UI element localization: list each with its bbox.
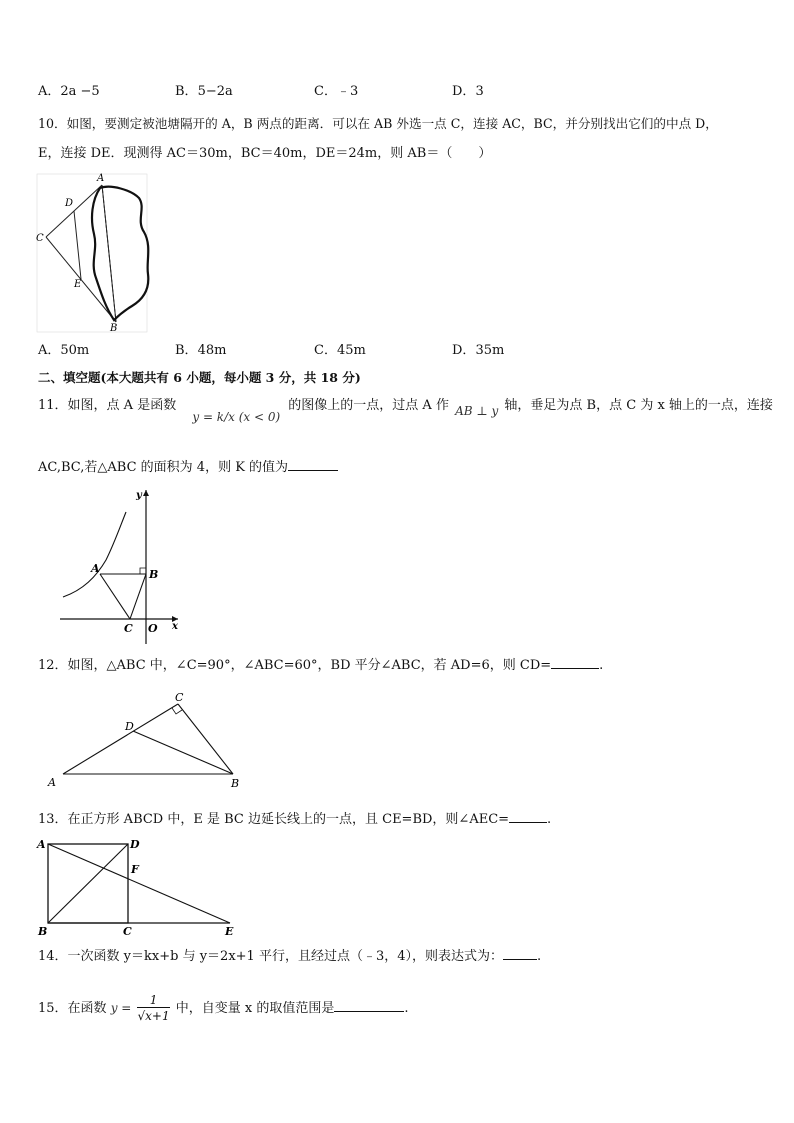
q9-option-b: B．5−2a — [175, 84, 233, 99]
label-d: D — [125, 720, 134, 733]
label-e: E — [74, 279, 82, 290]
q9-option-c: C．﹣3 — [314, 84, 359, 99]
label-a: A — [91, 562, 100, 575]
label-c: C — [175, 691, 184, 704]
q11-graph-figure — [58, 482, 188, 646]
label-b: B — [149, 568, 159, 581]
label-b: B — [231, 777, 240, 790]
q10-option-c: C．45m — [314, 343, 366, 358]
answer-blank[interactable] — [509, 810, 547, 823]
q11-condition: AB ⊥ y — [455, 404, 499, 418]
q12-question: 12．如图，△ABC 中，∠C=90°，∠ABC=60°，BD 平分∠ABC，若 AD=6，则 CD= . — [38, 658, 604, 673]
section-heading: 二、填空题(本大题共有 6 小题，每小题 3 分，共 18 分) — [38, 370, 361, 385]
answer-blank[interactable] — [288, 458, 338, 471]
label-y: y — [136, 490, 142, 501]
answer-blank[interactable] — [551, 656, 599, 669]
q15-numerator: 1 — [137, 993, 169, 1008]
q11-function: y = k/x (x < 0) — [192, 410, 281, 424]
q9-option-d: D．3 — [452, 84, 484, 99]
label-d: D — [130, 838, 140, 851]
q15-question: 15．在函数 y = $\frac{1}{√x+1}$ 中，自变量 x 的取值范围是 . — [38, 993, 409, 1023]
q10-question-line1: 10．如图，要测定被池塘隔开的 A，B 两点的距离．可以在 AB 外选一点 C，连接 AC，BC，并分别找出它们的中点 D， — [38, 116, 718, 131]
q9-option-a: A．2a −5 — [38, 84, 100, 99]
answer-blank[interactable] — [334, 999, 404, 1012]
label-c: C — [36, 233, 44, 244]
label-o: O — [148, 622, 158, 635]
label-c: C — [124, 622, 133, 635]
q10-option-b: B．48m — [175, 343, 227, 358]
label-x: x — [172, 621, 178, 632]
label-b: B — [38, 925, 48, 938]
q14-question: 14．一次函数 y＝kx+b 与 y＝2x+1 平行，且经过点（﹣3，4），则表达式为： . — [38, 949, 542, 964]
q11-question-line2: AC,BC,若△ABC 的面积为 4，则 K 的值为 — [38, 458, 338, 477]
q15-denominator: √x+1 — [137, 1009, 170, 1023]
q13-square-figure — [36, 834, 246, 940]
label-a: A — [48, 776, 56, 789]
q15-y: y = — [110, 1001, 132, 1015]
q10-question-line2: E，连接 DE．现测得 AC＝30m，BC＝40m，DE＝24m，则 AB＝（ ） — [38, 146, 492, 161]
label-f: F — [131, 863, 139, 876]
label-e: E — [225, 925, 234, 938]
pond-outline — [92, 187, 148, 320]
label-c: C — [123, 925, 132, 938]
label-b: B — [110, 323, 118, 334]
label-a: A — [37, 838, 46, 851]
q11-question-line1: 11．如图，点 A 是函数 y = k/x (x < 0) 的图像上的一点，过点 A 作 AB ⊥ y 轴，垂足为点 B，点 C 为 x 轴上的一点，连接 — [38, 398, 773, 424]
hyperbola-curve — [63, 512, 126, 597]
q13-question: 13．在正方形 ABCD 中，E 是 BC 边延长线上的一点，且 CE=BD，则∠AEC= . — [38, 812, 552, 827]
q10-option-a: A．50m — [38, 343, 90, 358]
q10-option-d: D．35m — [452, 343, 505, 358]
q12-triangle-figure — [45, 688, 255, 793]
q10-pond-figure — [36, 170, 151, 335]
label-d: D — [65, 198, 74, 209]
label-a: A — [97, 173, 105, 184]
q15-fraction — [137, 993, 169, 1024]
answer-blank[interactable] — [503, 947, 537, 960]
